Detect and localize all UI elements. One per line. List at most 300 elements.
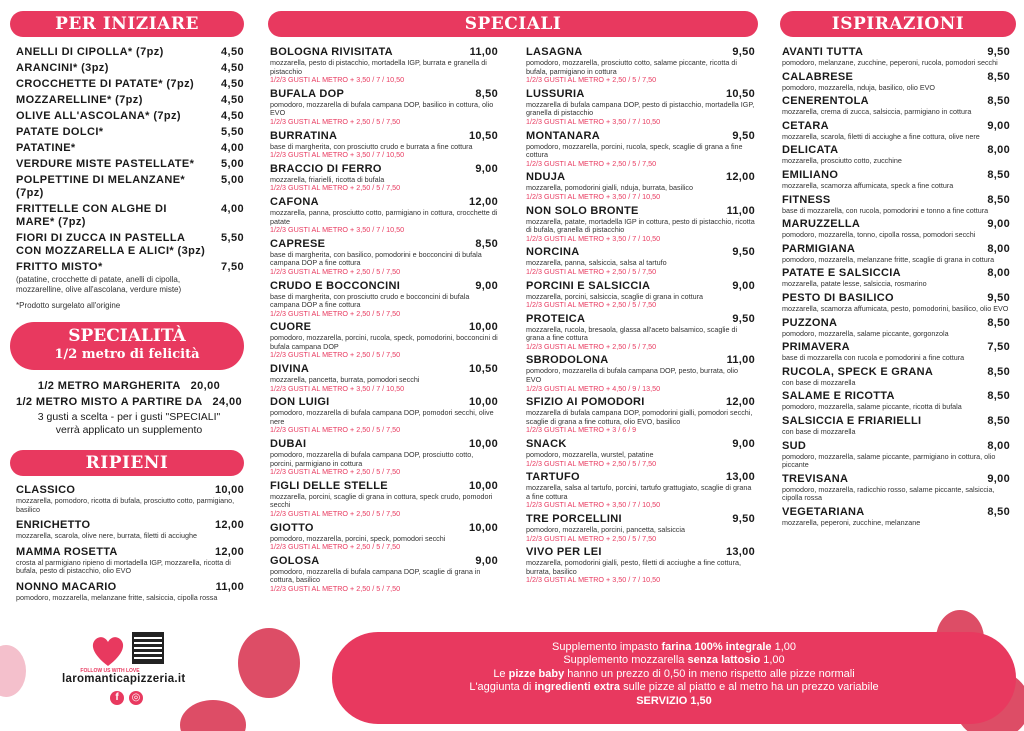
pizza-row [782,71,1010,84]
item-price: 7,50 [220,261,244,273]
pizza-item [526,280,755,310]
metro-supplement: 1/2/3 GUSTI AL METRO + 2,50 / 5 / 7,50 [270,116,401,126]
pizza-price: 8,50 [987,95,1010,108]
pizza-item [526,471,755,510]
pizza-name: CAPRESE [270,237,326,250]
pizza-name: TREVISANA [782,472,849,485]
menu-item [16,46,244,59]
pizza-ingredients: pomodoro, mozzarella, wurstel, patatine [526,450,654,460]
pizza-ingredients: mozzarella, friarielli, ricotta di bufala [270,174,385,184]
pizza-item [782,120,1010,142]
pizza-item [782,292,1010,314]
pizza-row [782,506,1010,519]
pizza-name: MONTANARA [526,129,600,142]
pizza-name: PRIMAVERA [782,341,850,354]
item-price: 4,50 [220,46,244,58]
pizza-name: SBRODOLONA [526,354,609,367]
menu-item [16,62,244,75]
pizza-ingredients: mozzarella, panna, salsiccia, salsa al tartufo [526,258,667,268]
pizza-item [782,341,1010,363]
pizza-name: DUBAI [270,438,307,451]
mezzo-metro-misto-price: 24,00 [212,396,243,408]
pizza-row [526,130,755,143]
pizza-ingredients: pomodoro, melanzane, zucchine, peperoni, rucola, pomodori secchi [782,58,998,67]
menu-item [16,78,244,91]
per-iniziare-list [16,46,244,311]
pizza-ingredients: pomodoro, mozzarella, salame piccante, gorgonzola [782,328,949,338]
pizza-ingredients: base di margherita, con prosciutto crudo e burrata a fine cottura [270,141,473,151]
menu-item [16,174,244,200]
pizza-name: NORCINA [526,246,580,259]
pizza-ingredients: mozzarella di bufala campana DOP, pomodorini gialli, pomodori secchi, scaglie di grana a fine cottura, olio EVO, basilico [526,408,753,426]
pizza-ingredients: base di margherita, con prosciutto crudo e bocconcini di bufala campana DOP a fine cottura [270,291,470,310]
metro-supplement: 1/2/3 GUSTI AL METRO + 3,50 / 7 / 10,50 [526,116,661,126]
pizza-ingredients: mozzarella di bufala campana DOP, pesto di pistacchio, mortadella IGP, granella di pistacchio [526,99,755,118]
pizza-name: ENRICHETTO [16,519,91,532]
pizza-row [782,473,1010,486]
pizza-price: 10,50 [725,87,755,100]
pizza-item [526,354,755,393]
pizza-item [270,396,498,435]
pizza-ingredients: pomodoro, mozzarella, prosciutto cotto, salame piccante, ricotta di bufala, parmigiano in cottura [526,58,737,76]
pizza-ingredients: mozzarella, scamorza affumicata, pesto, pomodorini, basilico, olio EVO [782,303,1009,313]
pizza-ingredients: crosta al parmigiano ripieno di mortadella IGP, mozzarella, ricotta di bufala, pesto di pistacchio, olio EVO [16,557,231,576]
pizza-price: 11,00 [726,204,755,217]
pizza-name: RUCOLA, SPECK E GRANA [782,365,934,378]
pizza-price: 10,50 [468,363,498,376]
pizza-ingredients: pomodoro, mozzarella, melanzane fritte, scaglie di grana in cottura [782,254,995,264]
pizza-item [526,313,755,352]
item-name: MOZZARELLINE* (7pz) [16,94,143,106]
pizza-item [526,396,755,435]
pizza-name: SALSICCIA E FRIARIELLI [782,414,922,427]
pizza-price: 13,00 [725,471,755,484]
pizza-item [270,555,498,594]
pizza-ingredients: mozzarella, pomodoro, ricotta di bufala, prosciutto cotto, parmigiano, basilico [16,496,235,514]
metro-supplement: 1/2/3 GUSTI AL METRO + 3 / 6 / 9 [526,425,637,435]
item-name: PATATINE* [16,142,76,154]
item-price: 5,00 [220,174,244,186]
pizza-ingredients: pomodoro, mozzarella, radicchio rosso, salame piccante, salsiccia, cipolla rossa [782,484,995,503]
pizza-item [526,513,755,543]
item-name: FRITTO MISTO* [16,261,103,273]
metro-supplement: 1/2/3 GUSTI AL METRO + 2,50 / 5 / 7,50 [526,300,657,310]
pizza-row [270,196,498,209]
pizza-ingredients: pomodoro, mozzarella, porcini, rucola, speck, pomodorini, bocconcini di bufala campana DOP [270,333,498,351]
pizza-row [270,280,498,293]
pizza-price: 10,00 [468,396,498,409]
pizza-name: PORCINI E SALSICCIA [526,279,651,292]
pizza-price: 11,00 [215,580,244,593]
pizza-item [782,169,1010,191]
pizza-name: SALAME E RICOTTA [782,390,895,403]
speciali-header: SPECIALI [268,11,758,37]
pizza-name: NDUJA [526,171,566,184]
pizza-name: BOLOGNA RIVISITATA [270,46,393,58]
pizza-name: GIOTTO [270,521,314,534]
pizza-ingredients: pomodoro, mozzarella, tonno, cipolla rossa, pomodori secchi [782,230,976,240]
pizza-price: 8,00 [987,144,1010,157]
pizza-item [270,480,498,519]
item-price: 4,50 [220,78,244,90]
pizza-item [270,130,498,160]
pizza-row [526,313,755,326]
pizza-name: PROTEICA [526,312,586,325]
supplemento-integrale: Supplemento impasto farina 100% integrale 1,00 [552,641,796,653]
pizza-price: 8,00 [987,439,1010,452]
pizza-name: DELICATA [782,144,839,157]
pizza-ingredients: mozzarella, patate, mortadella IGP in cottura, pesto di pistacchio, ricotta di bufala, granella di pistacchio [526,216,755,235]
pizza-ingredients: pomodoro, mozzarella, porcini, pancetta, salsiccia [526,525,685,534]
metro-supplement: 1/2/3 GUSTI AL METRO + 2,50 / 5 / 7,50 [270,308,401,318]
pizza-name: DIVINA [270,363,310,376]
item-name: FRITTELLE CON ALGHE DI MARE* (7pz) [16,203,167,228]
pizza-price: 12,00 [725,171,755,184]
pizza-ingredients: mozzarella, porcini, scaglie di grana in cottura, speck crudo, pomodori secchi [270,491,493,510]
pizza-name: AVANTI TUTTA [782,46,864,58]
metro-supplement: 1/2/3 GUSTI AL METRO + 4,50 / 9 / 13,50 [526,383,661,393]
item-price: 4,00 [220,203,244,215]
pizza-price: 8,50 [987,390,1010,403]
pizza-ingredients: pomodoro, mozzarella di bufala campana DOP, prosciutto cotto, porcini, parmigiano in cottura [270,450,474,468]
pizza-name: PUZZONA [782,316,838,329]
tomato-illustration [180,700,246,731]
pizza-item [270,438,498,477]
pizza-price: 12,00 [214,545,244,558]
pizza-ingredients: mozzarella, pomodorini gialli, pesto, filetti di acciughe a fine cottura, burrata, basilico [526,558,741,576]
pizza-price: 9,00 [987,218,1010,231]
item-name: ARANCINI* (3pz) [16,62,109,74]
pizza-ingredients: con base di mozzarella [782,426,856,436]
servizio-price: SERVIZIO 1,50 [636,694,712,707]
item-name: OLIVE ALL'ASCOLANA* (7pz) [16,110,181,122]
pizza-price: 10,00 [468,479,498,492]
pizza-name: EMILIANO [782,168,839,181]
pizza-price: 8,00 [987,242,1010,255]
pizza-ingredients: base di mozzarella con rucola e pomodorini a fine cottura [782,353,965,363]
pizza-ingredients: mozzarella, panna, prosciutto cotto, parmigiano in cottura, crocchette di patate [270,207,498,226]
pizza-item [270,363,498,393]
pizza-name: DON LUIGI [270,396,330,409]
pizza-name: MAMMA ROSETTA [16,545,118,558]
pizza-row [270,88,498,101]
metro-supplement: 1/2/3 GUSTI AL METRO + 2,50 / 5 / 7,50 [270,542,401,552]
pizza-name: CRUDO E BOCCONCINI [270,279,401,292]
item-price: 5,50 [220,126,244,138]
pizza-name: PARMIGIANA [782,242,856,255]
pizza-price: 10,00 [468,438,498,451]
item-name: POLPETTINE DI MELANZANE* (7pz) [16,174,186,199]
pizza-item [16,546,244,576]
pizza-ingredients: pomodoro, mozzarella, porcini, speck, pomodori secchi [270,533,446,543]
pizza-item [526,171,755,201]
pizza-name: CUORE [270,321,312,334]
supplemento-senza-lattosio: Supplemento mozzarella senza lattosio 1,00 [563,654,785,667]
pizza-row [270,130,498,143]
metro-supplement: 1/2/3 GUSTI AL METRO + 2,50 / 5 / 7,50 [270,467,401,477]
pizza-row [526,280,755,293]
metro-supplement: 1/2/3 GUSTI AL METRO + 2,50 / 5 / 7,50 [526,75,657,85]
metro-supplement: 1/2/3 GUSTI AL METRO + 3,50 / 7 / 10,50 [526,191,661,201]
pizza-ingredients: pomodoro, mozzarella, salame piccante, parmigiano in cottura, olio piccante [782,451,996,470]
surgelato-note: *Prodotto surgelato all'origine [16,301,121,311]
mezzo-metro-margherita-label: 1/2 METRO MARGHERITA [37,380,181,392]
pizza-name: MARUZZELLA [782,218,861,231]
pizza-price: 9,50 [732,129,755,142]
pizza-item [270,321,498,360]
pizza-item [270,522,498,552]
ripieni-list [16,484,244,608]
pizza-name: LASAGNA [526,46,583,58]
pizza-price: 12,00 [214,519,244,532]
pizza-item [526,546,755,585]
pizza-name: LUSSURIA [526,87,585,100]
pizza-ingredients: pomodoro, mozzarella, salame piccante, ricotta di bufala [782,402,962,412]
pizza-item [270,238,498,277]
pizza-item [270,280,498,319]
pizza-ingredients: mozzarella, prosciutto cotto, zucchine [782,156,902,166]
mezzo-metro-margherita-price: 20,00 [190,380,221,392]
menu-item [16,142,244,155]
pizza-item [526,246,755,276]
metro-supplement: 1/2/3 GUSTI AL METRO + 3,50 / 7 / 10,50 [526,575,661,585]
pizza-price: 8,00 [987,267,1010,280]
pizza-name: SUD [782,439,807,452]
pizza-row [782,194,1010,207]
pizza-price: 9,00 [732,279,755,292]
ispirazioni-list [782,46,1010,530]
pizza-price: 7,50 [987,341,1010,354]
pizza-price: 9,00 [475,554,498,567]
pizza-item [16,519,244,541]
item-price: 5,50 [220,232,244,244]
pizza-price: 11,00 [469,46,498,58]
qr-code[interactable] [132,632,164,664]
pizza-name: FIGLI DELLE STELLE [270,479,388,492]
pizza-row [270,238,498,251]
pizza-ingredients: base di margherita, con basilico, pomodorini e bocconcini di bufala campana DOP a fine cottura [270,249,482,268]
pizza-name: FITNESS [782,193,831,206]
pizza-name: BRACCIO DI FERRO [270,162,382,175]
menu-item [16,110,244,123]
metro-supplement: 1/2/3 GUSTI AL METRO + 3,50 / 7 / 10,50 [270,383,405,393]
facebook-icon[interactable]: f [110,691,124,705]
pizza-item [782,144,1010,166]
item-price: 4,00 [220,142,244,154]
pizza-item [782,366,1010,388]
pizza-name: VEGETARIANA [782,505,865,518]
menu-item [16,158,244,171]
instagram-icon[interactable]: ◎ [129,691,143,705]
metro-supplement: 1/2/3 GUSTI AL METRO + 3,50 / 7 / 10,50 [270,225,405,235]
ripieni-header: RIPIENI [10,450,244,476]
pizza-ingredients: pomodoro, mozzarella di bufala campana DOP, pesto, burrata, olio EVO [526,366,739,385]
pizza-item [782,390,1010,412]
pizza-ingredients: mozzarella, crema di zucca, salsiccia, parmigiano in cottura [782,107,972,117]
pizza-row [782,440,1010,453]
pizza-price: 8,50 [475,237,498,250]
pizza-item [16,484,244,514]
follow-us-text: FOLLOW US WITH LOVE [80,668,140,674]
metro-supplement: 1/2/3 GUSTI AL METRO + 3,50 / 7 / 10,50 [526,500,661,510]
menu-item [16,203,244,229]
pizza-ingredients: mozzarella, pomodorini gialli, nduja, burrata, basilico [526,183,693,193]
pizza-item [270,46,498,85]
pizza-ingredients: pomodoro, mozzarella di bufala campana DOP, pomodori secchi, olive nere [270,408,494,426]
pizza-item [526,438,755,468]
specialita-banner [10,322,244,370]
pizza-name: BURRATINA [270,129,338,142]
ispirazioni-header: ISPIRAZIONI [780,11,1016,37]
pizza-item [270,88,498,127]
pizza-name: CALABRESE [782,70,854,83]
item-price: 4,50 [220,62,244,74]
pizza-name: TRE PORCELLINI [526,513,622,525]
metro-supplement: 1/2/3 GUSTI AL METRO + 2,50 / 5 / 7,50 [270,583,401,593]
pizza-row [782,317,1010,330]
pizza-price: 9,50 [732,246,755,259]
pizza-price: 11,00 [726,354,755,367]
pizza-item [526,205,755,244]
metro-supplement: 1/2/3 GUSTI AL METRO + 2,50 / 5 / 7,50 [270,183,401,193]
pizza-item [782,71,1010,93]
pizza-item [782,46,1010,68]
pizza-price: 9,00 [987,472,1010,485]
pizza-item [782,194,1010,216]
pizza-ingredients: mozzarella, scarola, olive nere, burrata, filetti di acciughe [16,531,197,541]
website-link[interactable]: laromanticapizzeria.it [62,673,186,685]
pizza-name: PATATE E SALSICCIA [782,267,901,280]
pizza-row [270,555,498,568]
pizza-ingredients: mozzarella, scarola, filetti di acciughe a fine cottura, olive nere [782,131,980,141]
pizza-price: 9,50 [732,46,755,58]
pizza-name: BUFALA DOP [270,87,345,100]
item-name: FIORI DI ZUCCA IN PASTELLA CON MOZZARELLA E ALICI* (3pz) [16,232,206,257]
pizza-row [782,415,1010,428]
supplementi-box [332,632,1016,724]
pizza-item [526,130,755,169]
menu-item [16,126,244,139]
ingredienti-extra-note: L'aggiunta di ingredienti extra sulle pizze al piatto e al metro ha un prezzo variabile [469,681,879,694]
pizza-price: 10,00 [214,484,244,496]
pizza-row [270,522,498,535]
pizza-item [16,581,244,603]
menu-item [16,94,244,107]
pizza-price: 8,50 [987,168,1010,181]
tomato-illustration [0,645,26,697]
metro-supplement: 1/2/3 GUSTI AL METRO + 2,50 / 5 / 7,50 [526,341,657,351]
speciali-column-2 [526,46,755,588]
pizza-name: CENERENTOLA [782,95,869,108]
pizza-name: NONNO MACARIO [16,580,117,593]
pizza-price: 9,00 [732,438,755,451]
metro-supplement: 1/2/3 GUSTI AL METRO + 2,50 / 5 / 7,50 [526,158,657,168]
pizza-item [782,473,1010,503]
pizza-ingredients: mozzarella, peperoni, zucchine, melanzane [782,517,921,527]
pizza-name: TARTUFO [526,471,580,484]
pizza-item [782,218,1010,240]
pizza-row [270,480,498,493]
pizza-row [782,120,1010,133]
metro-supplement: 1/2/3 GUSTI AL METRO + 2,50 / 5 / 7,50 [526,533,657,543]
pizza-price: 10,00 [468,321,498,334]
pizza-row [16,546,244,559]
pizza-price: 9,00 [987,119,1010,132]
pizza-name: PESTO DI BASILICO [782,291,894,304]
pizza-name: SNACK [526,438,567,451]
item-name: ANELLI DI CIPOLLA* (7pz) [16,46,164,58]
pizza-item [526,46,755,85]
pizza-price: 8,50 [987,70,1010,83]
pizza-row [526,205,755,218]
pizza-price: 10,50 [468,129,498,142]
pizza-name: GOLOSA [270,554,320,567]
pizza-price: 10,00 [468,521,498,534]
pizza-ingredients: mozzarella, patate lesse, salsiccia, rosmarino [782,279,927,289]
pizza-price: 9,00 [475,279,498,292]
pizza-ingredients: pomodoro, mozzarella, melanzane fritte, salsiccia, cipolla rossa [16,592,218,602]
pizza-price: 12,00 [468,195,498,208]
specialita-subtitle: 1/2 metro di felicità [54,347,200,362]
specialita-prices [14,380,244,437]
pizza-ingredients: pomodoro, mozzarella, porcini, rucola, speck, scaglie di grana a fine cottura [526,141,743,160]
pizza-item [782,267,1010,289]
pizza-ingredients: mozzarella, salsa al tartufo, porcini, tartufo grattugiato, scaglie di grana a fine cottura [526,483,752,501]
pizza-ingredients: pomodoro, mozzarella di bufala campana DOP, basilico in cottura, olio EVO [270,99,494,118]
pizza-row [782,243,1010,256]
metro-supplement: 1/2/3 GUSTI AL METRO + 2,50 / 5 / 7,50 [270,350,401,360]
pizza-name: SFIZIO AI POMODORI [526,396,645,409]
item-price: 4,50 [220,110,244,122]
pizza-price: 9,00 [475,162,498,175]
pizza-ingredients: mozzarella, scamorza affumicata, speck a fine cottura [782,180,954,190]
metro-supplement: 1/2/3 GUSTI AL METRO + 3,50 / 7 / 10,50 [526,233,661,243]
pizza-item [782,95,1010,117]
pizza-item [782,440,1010,470]
metro-supplement: 1/2/3 GUSTI AL METRO + 2,50 / 5 / 7,50 [526,266,657,276]
pizza-item [782,243,1010,265]
pizza-ingredients: pomodoro, mozzarella di bufala campana DOP, scaglie di grana in cottura, basilico [270,566,481,585]
pizza-item [270,196,498,235]
pizza-name: NON SOLO BRONTE [526,204,639,217]
pizza-row [782,366,1010,379]
pizza-price: 9,50 [732,513,755,525]
pizza-name: CLASSICO [16,484,76,496]
pizza-name: CAFONA [270,195,319,208]
pizza-name: CETARA [782,119,829,132]
pizza-ingredients: mozzarella, rucola, bresaola, glassa all'aceto balsamico, scaglie di grana a fine cottura [526,324,738,343]
metro-supplement: 1/2/3 GUSTI AL METRO + 3,50 / 7 / 10,50 [270,75,405,85]
item-name: VERDURE MISTE PASTELLATE* [16,158,195,170]
pizza-price: 8,50 [987,365,1010,378]
pizza-ingredients: mozzarella, pancetta, burrata, pomodori secchi [270,375,420,385]
metro-supplement: 1/2/3 GUSTI AL METRO + 2,50 / 5 / 7,50 [526,458,657,468]
item-price: 4,50 [220,94,244,106]
follow-us-heart-icon [86,630,130,670]
pizza-item [782,317,1010,339]
item-name: CROCCHETTE DI PATATE* (7pz) [16,78,195,90]
pizza-price: 12,00 [725,396,755,409]
pizza-ingredients: mozzarella, porcini, salsiccia, scaglie di grana in cottura [526,291,703,301]
pizza-price: 13,00 [725,546,755,559]
pizza-price: 8,50 [987,193,1010,206]
mezzo-metro-misto-label: 1/2 METRO MISTO A PARTIRE DA [15,396,203,408]
pizza-price: 9,50 [732,312,755,325]
tomato-illustration [238,628,300,698]
pizze-baby-note: Le pizze baby hanno un prezzo di 0,50 in meno rispetto alle pizze normali [493,667,855,680]
pizza-price: 8,50 [987,316,1010,329]
metro-supplement: 1/2/3 GUSTI AL METRO + 2,50 / 5 / 7,50 [270,509,401,518]
